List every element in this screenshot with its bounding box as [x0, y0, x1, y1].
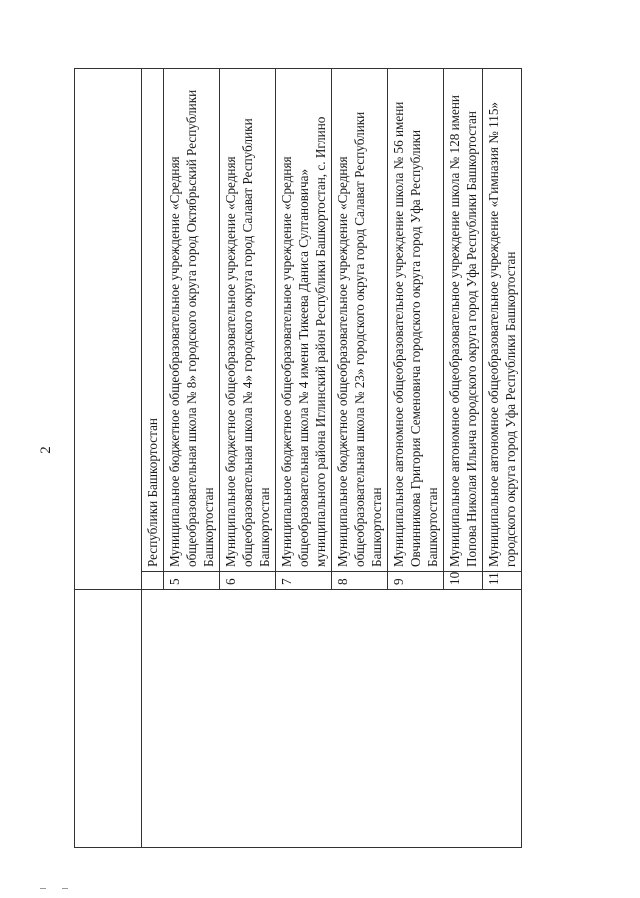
institution-name: Муниципальное бюджетное общеобразовательное учреждение «Средняя общеобразовательная школа № 8» городского округа город Октябрьский Республики Башкортостан — [164, 69, 220, 572]
blank-cell — [75, 69, 142, 590]
continuation-text: Республики Башкортостан — [142, 69, 164, 572]
scan-mark — [62, 888, 68, 889]
row-number: 8 — [332, 572, 388, 590]
institution-name: Муниципальное бюджетное общеобразовательное учреждение «Средняя общеобразовательная школа № 4» городского округа город Салават Республики Башкортостан — [220, 69, 276, 572]
row-number: 9 — [388, 572, 444, 590]
scan-mark — [40, 888, 46, 889]
continuation-row — [142, 69, 164, 848]
row-number: 11 — [483, 572, 522, 590]
row-number: 7 — [276, 572, 332, 590]
row-number: 10 — [444, 572, 483, 590]
page-number: 2 — [38, 446, 54, 454]
blank-cell — [75, 590, 142, 848]
row-number: 6 — [220, 572, 276, 590]
rotated-document-sheet — [74, 68, 544, 848]
left-merged-cell — [142, 590, 522, 848]
institution-name: Муниципальное автономное общеобразовательное учреждение «Гимназия № 115» городского округа город Уфа Республики Башкортостан — [483, 69, 522, 572]
institution-name: Муниципальное автономное общеобразовательное учреждение школа № 56 имени Овчинникова Григория Семеновича городского округа город Уфа Республики Башкортостан — [388, 69, 444, 572]
institution-name: Муниципальное бюджетное общеобразовательное учреждение «Средняя общеобразовательная школа № 4 имени Тикеева Даниса Султановича» муниципального района Иглинский район Республики Башкортостан, с. Иглино — [276, 69, 332, 572]
table-header-blank-row — [75, 69, 142, 848]
schools-table — [74, 68, 522, 848]
institution-name: Муниципальное бюджетное общеобразовательное учреждение «Средняя общеобразовательная школа № 23» городского округа город Салават Республики Башкортостан — [332, 69, 388, 572]
row-number-cell — [142, 572, 164, 590]
row-number: 5 — [164, 572, 220, 590]
institution-name: Муниципальное автономное общеобразовательное учреждение школа № 128 имени Попова Николая Ильича городского округа город Уфа Республики Башкортостан — [444, 69, 483, 572]
